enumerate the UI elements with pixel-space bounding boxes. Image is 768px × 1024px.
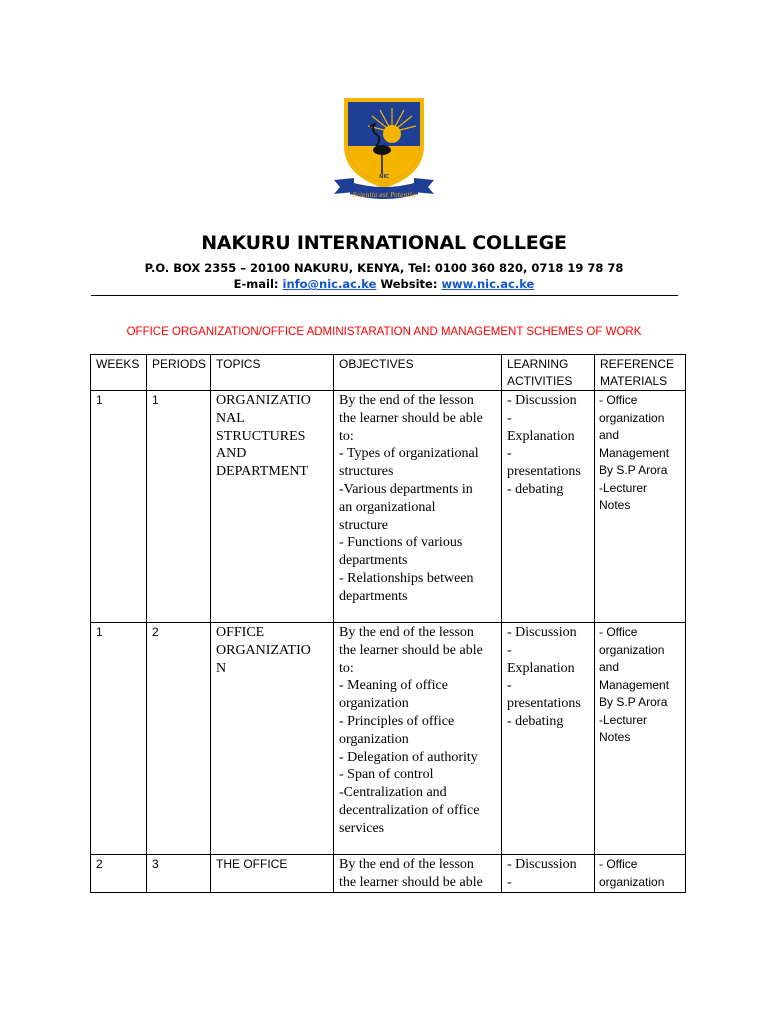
cell-activities-line: presentations	[507, 696, 581, 712]
cell-objectives-line: organization	[339, 696, 409, 712]
cell-topic	[211, 855, 334, 893]
cell-topic	[211, 623, 334, 855]
cell-objectives-line: - Types of organizational	[339, 446, 479, 462]
cell-week: 2	[91, 855, 147, 893]
cell-objectives-line: structure	[339, 517, 388, 533]
cell-objectives-line: - Span of control	[339, 767, 434, 783]
cell-activities-line: -	[507, 874, 512, 890]
website-label: Website:	[376, 277, 442, 291]
cell-topic-line: OFFICE	[216, 625, 265, 640]
cell-activities-line: - debating	[507, 481, 564, 497]
cell-reference-line: Notes	[599, 498, 631, 512]
cell-topic	[211, 391, 334, 623]
table-row	[91, 391, 686, 623]
header-periods: PERIODS	[147, 355, 211, 391]
cell-objectives-line: the learner should be able	[339, 410, 483, 426]
cell-reference-line: - Office	[599, 393, 638, 407]
cell-period: 1	[147, 391, 211, 623]
cell-objectives-line: an organizational	[339, 499, 436, 515]
cell-topic-line: NAL	[216, 410, 245, 426]
cell-objectives-line: - Principles of office	[339, 713, 455, 729]
cell-objectives-line: the learner should be able	[339, 642, 483, 658]
cell-reference-line: Notes	[599, 730, 631, 744]
cell-reference-line: and	[599, 428, 620, 442]
cell-objectives-line: services	[339, 820, 385, 836]
cell-objectives-line: - Delegation of authority	[339, 749, 478, 765]
cell-period: 3	[147, 855, 211, 893]
cell-reference-line: - Office	[599, 625, 638, 639]
cell-objectives-line: the learner should be able	[339, 874, 483, 890]
college-crest-logo	[332, 94, 436, 206]
scheme-title: OFFICE ORGANIZATION/OFFICE ADMINISTARATION AND MANAGEMENT SCHEMES OF WORK	[126, 326, 642, 338]
cell-activities-line: - Discussion	[507, 857, 577, 872]
cell-topic-line: THE OFFICE	[216, 857, 288, 871]
cell-objectives-line: - Functions of various	[339, 535, 463, 551]
website-link[interactable]: www.nic.ac.ke	[441, 277, 535, 291]
cell-activities-line: -	[507, 642, 512, 658]
cell-activities-line: -	[507, 678, 512, 694]
cell-objectives	[334, 855, 502, 893]
cell-reference	[595, 391, 686, 623]
cell-reference-line: and	[599, 660, 620, 674]
cell-topic-line: ORGANIZATIO	[216, 393, 311, 408]
cell-reference-line: -Lecturer	[599, 480, 648, 495]
cell-period: 2	[147, 623, 211, 855]
cell-objectives	[334, 623, 502, 855]
cell-objectives-line: to:	[339, 660, 354, 676]
cell-objectives-line: structures	[339, 464, 394, 480]
college-name: NAKURU INTERNATIONAL COLLEGE	[201, 232, 567, 254]
cell-activities-line: -	[507, 410, 512, 426]
cell-objectives-line: By the end of the lesson	[339, 625, 474, 640]
cell-reference-line: By S.P Arora	[599, 695, 668, 709]
cell-reference	[595, 855, 686, 893]
header-reference-line: REFERENCE	[600, 357, 675, 371]
address-line: P.O. BOX 2355 – 20100 NAKURU, KENYA, Tel: 0100 360 820, 0718 19 78 78	[144, 261, 624, 275]
cell-activities-line: - Discussion	[507, 393, 577, 408]
table-header-row	[91, 355, 686, 391]
cell-week: 1	[91, 623, 147, 855]
contact-line	[0, 277, 768, 291]
cell-objectives	[334, 391, 502, 623]
cell-topic-line: ORGANIZATIO	[216, 642, 311, 658]
cell-activities-line: - debating	[507, 713, 564, 729]
header-weeks: WEEKS	[91, 355, 147, 391]
header-objectives: OBJECTIVES	[334, 355, 502, 391]
cell-objectives-line: - Relationships between	[339, 570, 474, 586]
header-reference-line: MATERIALS	[600, 374, 668, 388]
cell-activities-line: - Discussion	[507, 625, 577, 640]
cell-reference-line: organization	[599, 874, 665, 889]
cell-reference-line: -Lecturer	[599, 712, 648, 727]
cell-activities	[502, 391, 595, 623]
cell-topic-line: STRUCTURES	[216, 428, 306, 444]
header-activities-line: ACTIVITIES	[507, 374, 573, 388]
cell-activities	[502, 623, 595, 855]
cell-objectives-line: to:	[339, 428, 354, 444]
cell-reference-line: Management	[599, 677, 670, 692]
header-learning-activities	[502, 355, 595, 391]
cell-reference-line: Management	[599, 445, 670, 460]
cell-activities-line: presentations	[507, 464, 581, 480]
cell-activities	[502, 855, 595, 893]
cell-activities-line: Explanation	[507, 428, 575, 444]
cell-reference-line: organization	[599, 642, 665, 657]
cell-reference	[595, 623, 686, 855]
header-activities-line: LEARNING	[507, 357, 569, 371]
email-label: E-mail:	[233, 277, 283, 291]
cell-objectives-line: departments	[339, 553, 408, 569]
cell-week: 1	[91, 391, 147, 623]
cell-objectives-line: By the end of the lesson	[339, 393, 474, 408]
table-row	[91, 623, 686, 855]
cell-reference-line: organization	[599, 410, 665, 425]
cell-activities-line: Explanation	[507, 660, 575, 676]
cell-objectives-line: decentralization of office	[339, 802, 480, 818]
cell-activities-line: -	[507, 446, 512, 462]
crest-motto: Scientia est Potentia	[352, 192, 416, 199]
crest-initials: NIC	[379, 174, 389, 180]
table-row	[91, 855, 686, 893]
scheme-of-work-table	[90, 354, 686, 893]
cell-objectives-line: - Meaning of office	[339, 678, 448, 694]
email-link[interactable]: info@nic.ac.ke	[282, 277, 377, 291]
cell-objectives-line: organization	[339, 731, 409, 747]
header-reference-materials	[595, 355, 686, 391]
cell-objectives-line: -Centralization and	[339, 785, 447, 801]
cell-objectives-line: By the end of the lesson	[339, 857, 474, 872]
header-divider	[91, 295, 678, 296]
cell-topic-line: AND	[216, 446, 247, 462]
cell-topic-line: N	[216, 660, 227, 676]
cell-objectives-line: -Various departments in	[339, 481, 473, 497]
header-topics: TOPICS	[211, 355, 334, 391]
cell-objectives-line: departments	[339, 588, 408, 604]
cell-reference-line: By S.P Arora	[599, 463, 668, 477]
cell-topic-line: DEPARTMENT	[216, 464, 308, 480]
cell-reference-line: - Office	[599, 857, 638, 871]
